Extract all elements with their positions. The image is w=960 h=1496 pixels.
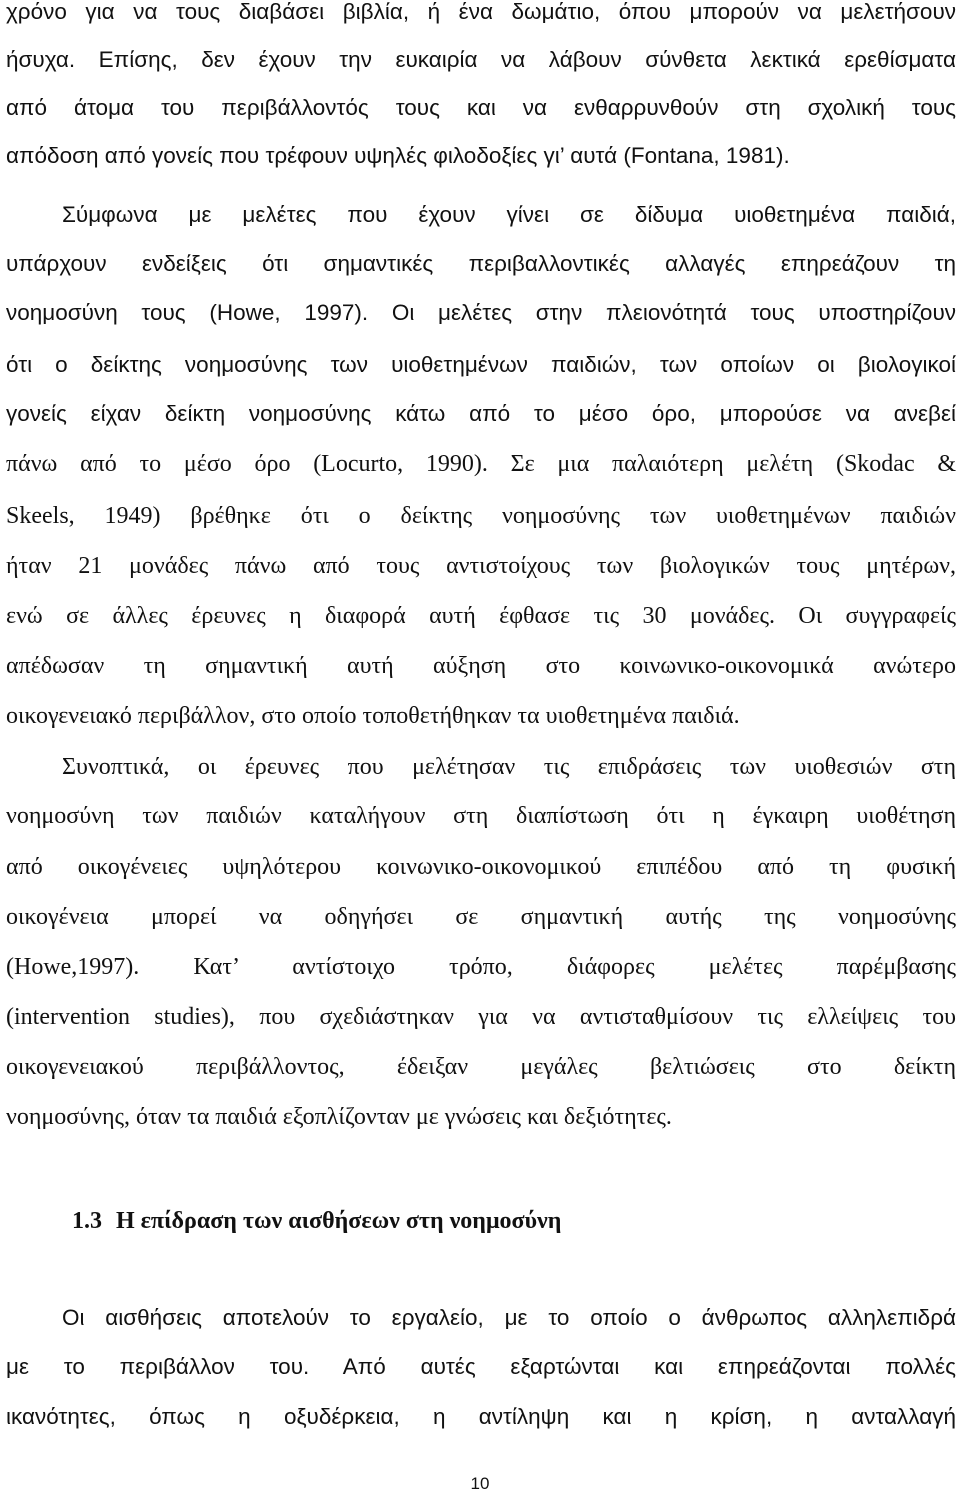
paragraph-1-line-2: ήσυχα. Επίσης, δεν έχουν την ευκαιρία να λάβουν σύνθετα λεκτικά ερεθίσματα [6, 47, 956, 72]
paragraph-2-line-2: υπάρχουν ενδείξεις ότι σημαντικές περιβαλλοντικές αλλαγές επηρεάζουν τη [6, 251, 956, 276]
paragraph-2-line-11: οικογενειακό περιβάλλον, στο οποίο τοποθετήθηκαν τα υιοθετημένα παιδιά. [6, 703, 740, 729]
paragraph-4-line-2: με το περιβάλλον του. Από αυτές εξαρτώνται και επηρεάζονται πολλές [6, 1354, 956, 1379]
section-title: Η επίδραση των αισθήσεων στη νοημοσύνη [116, 1208, 562, 1234]
paragraph-1-line-4: απόδοση από γονείς που τρέφουν υψηλές φιλοδοξίες γι’ αυτά (Fontana, 1981). [6, 143, 790, 168]
paragraph-2-line-10: απέδωσαν τη σημαντική αυτή αύξηση στο κοινωνικο-οικονομικά ανώτερο [6, 653, 956, 679]
section-heading [72, 1201, 561, 1241]
paragraph-2-line-3: νοημοσύνη τους (Howe, 1997). Οι μελέτες στην πλειονότητά τους υποστηρίζουν [6, 300, 956, 325]
section-number: 1.3 [72, 1208, 102, 1234]
paragraph-4-line-3: ικανότητες, όπως η οξυδέρκεια, η αντίληψη και η κρίση, η ανταλλαγή [6, 1404, 956, 1429]
paragraph-3-line-7: οικογενειακού περιβάλλοντος, έδειξαν μεγάλες βελτιώσεις στο δείκτη [6, 1054, 956, 1080]
paragraph-4-line-1: Οι αισθήσεις αποτελούν το εργαλείο, με το οποίο ο άνθρωπος αλληλεπιδρά [62, 1305, 956, 1330]
paragraph-2-line-5: γονείς είχαν δείκτη νοημοσύνης κάτω από το μέσο όρο, μπορούσε να ανεβεί [6, 401, 956, 426]
paragraph-3-line-3: από οικογένειες υψηλότερου κοινωνικο-οικονομικού επιπέδου από τη φυσική [6, 854, 956, 880]
paragraph-3-line-4: οικογένεια μπορεί να οδηγήσει σε σημαντική αυτής της νοημοσύνης [6, 904, 956, 930]
paragraph-2-line-7: Skeels, 1949) βρέθηκε ότι ο δείκτης νοημοσύνης των υιοθετημένων παιδιών [6, 503, 956, 529]
paragraph-1-line-1: χρόνο για να τους διαβάσει βιβλία, ή ένα δωμάτιο, όπου μπορούν να μελετήσουν [6, 0, 956, 24]
paragraph-3-line-1: Συνοπτικά, οι έρευνες που μελέτησαν τις επιδράσεις των υιοθεσιών στη [62, 754, 956, 780]
paragraph-2-line-6: πάνω από το μέσο όρο (Locurto, 1990). Σε μια παλαιότερη μελέτη (Skodac & [6, 451, 956, 477]
paragraph-2-line-1: Σύμφωνα με μελέτες που έχουν γίνει σε δίδυμα υιοθετημένα παιδιά, [62, 202, 956, 227]
paragraph-3-line-8: νοημοσύνης, όταν τα παιδιά εξοπλίζονταν με γνώσεις και δεξιότητες. [6, 1104, 672, 1130]
paragraph-3-line-5: (Howe,1997). Κατ’ αντίστοιχο τρόπο, διάφορες μελέτες παρέμβασης [6, 954, 956, 980]
page-number: 10 [470, 1474, 490, 1493]
paragraph-3-line-6: (intervention studies), που σχεδιάστηκαν για να αντισταθμίσουν τις ελλείψεις του [6, 1004, 956, 1030]
paragraph-2-line-9: ενώ σε άλλες έρευνες η διαφορά αυτή έφθασε τις 30 μονάδες. Οι συγγραφείς [6, 603, 956, 629]
paragraph-2-line-8: ήταν 21 μονάδες πάνω από τους αντιστοίχους των βιολογικών τους μητέρων, [6, 553, 956, 579]
paragraph-3-line-2: νοημοσύνη των παιδιών καταλήγουν στη διαπίστωση ότι η έγκαιρη υιοθέτηση [6, 803, 956, 829]
paragraph-1-line-3: από άτομα του περιβάλλοντός τους και να ενθαρρυνθούν στη σχολική τους [6, 95, 956, 120]
paragraph-2-line-4: ότι ο δείκτης νοημοσύνης των υιοθετημένων παιδιών, των οποίων οι βιολογικοί [6, 352, 956, 377]
